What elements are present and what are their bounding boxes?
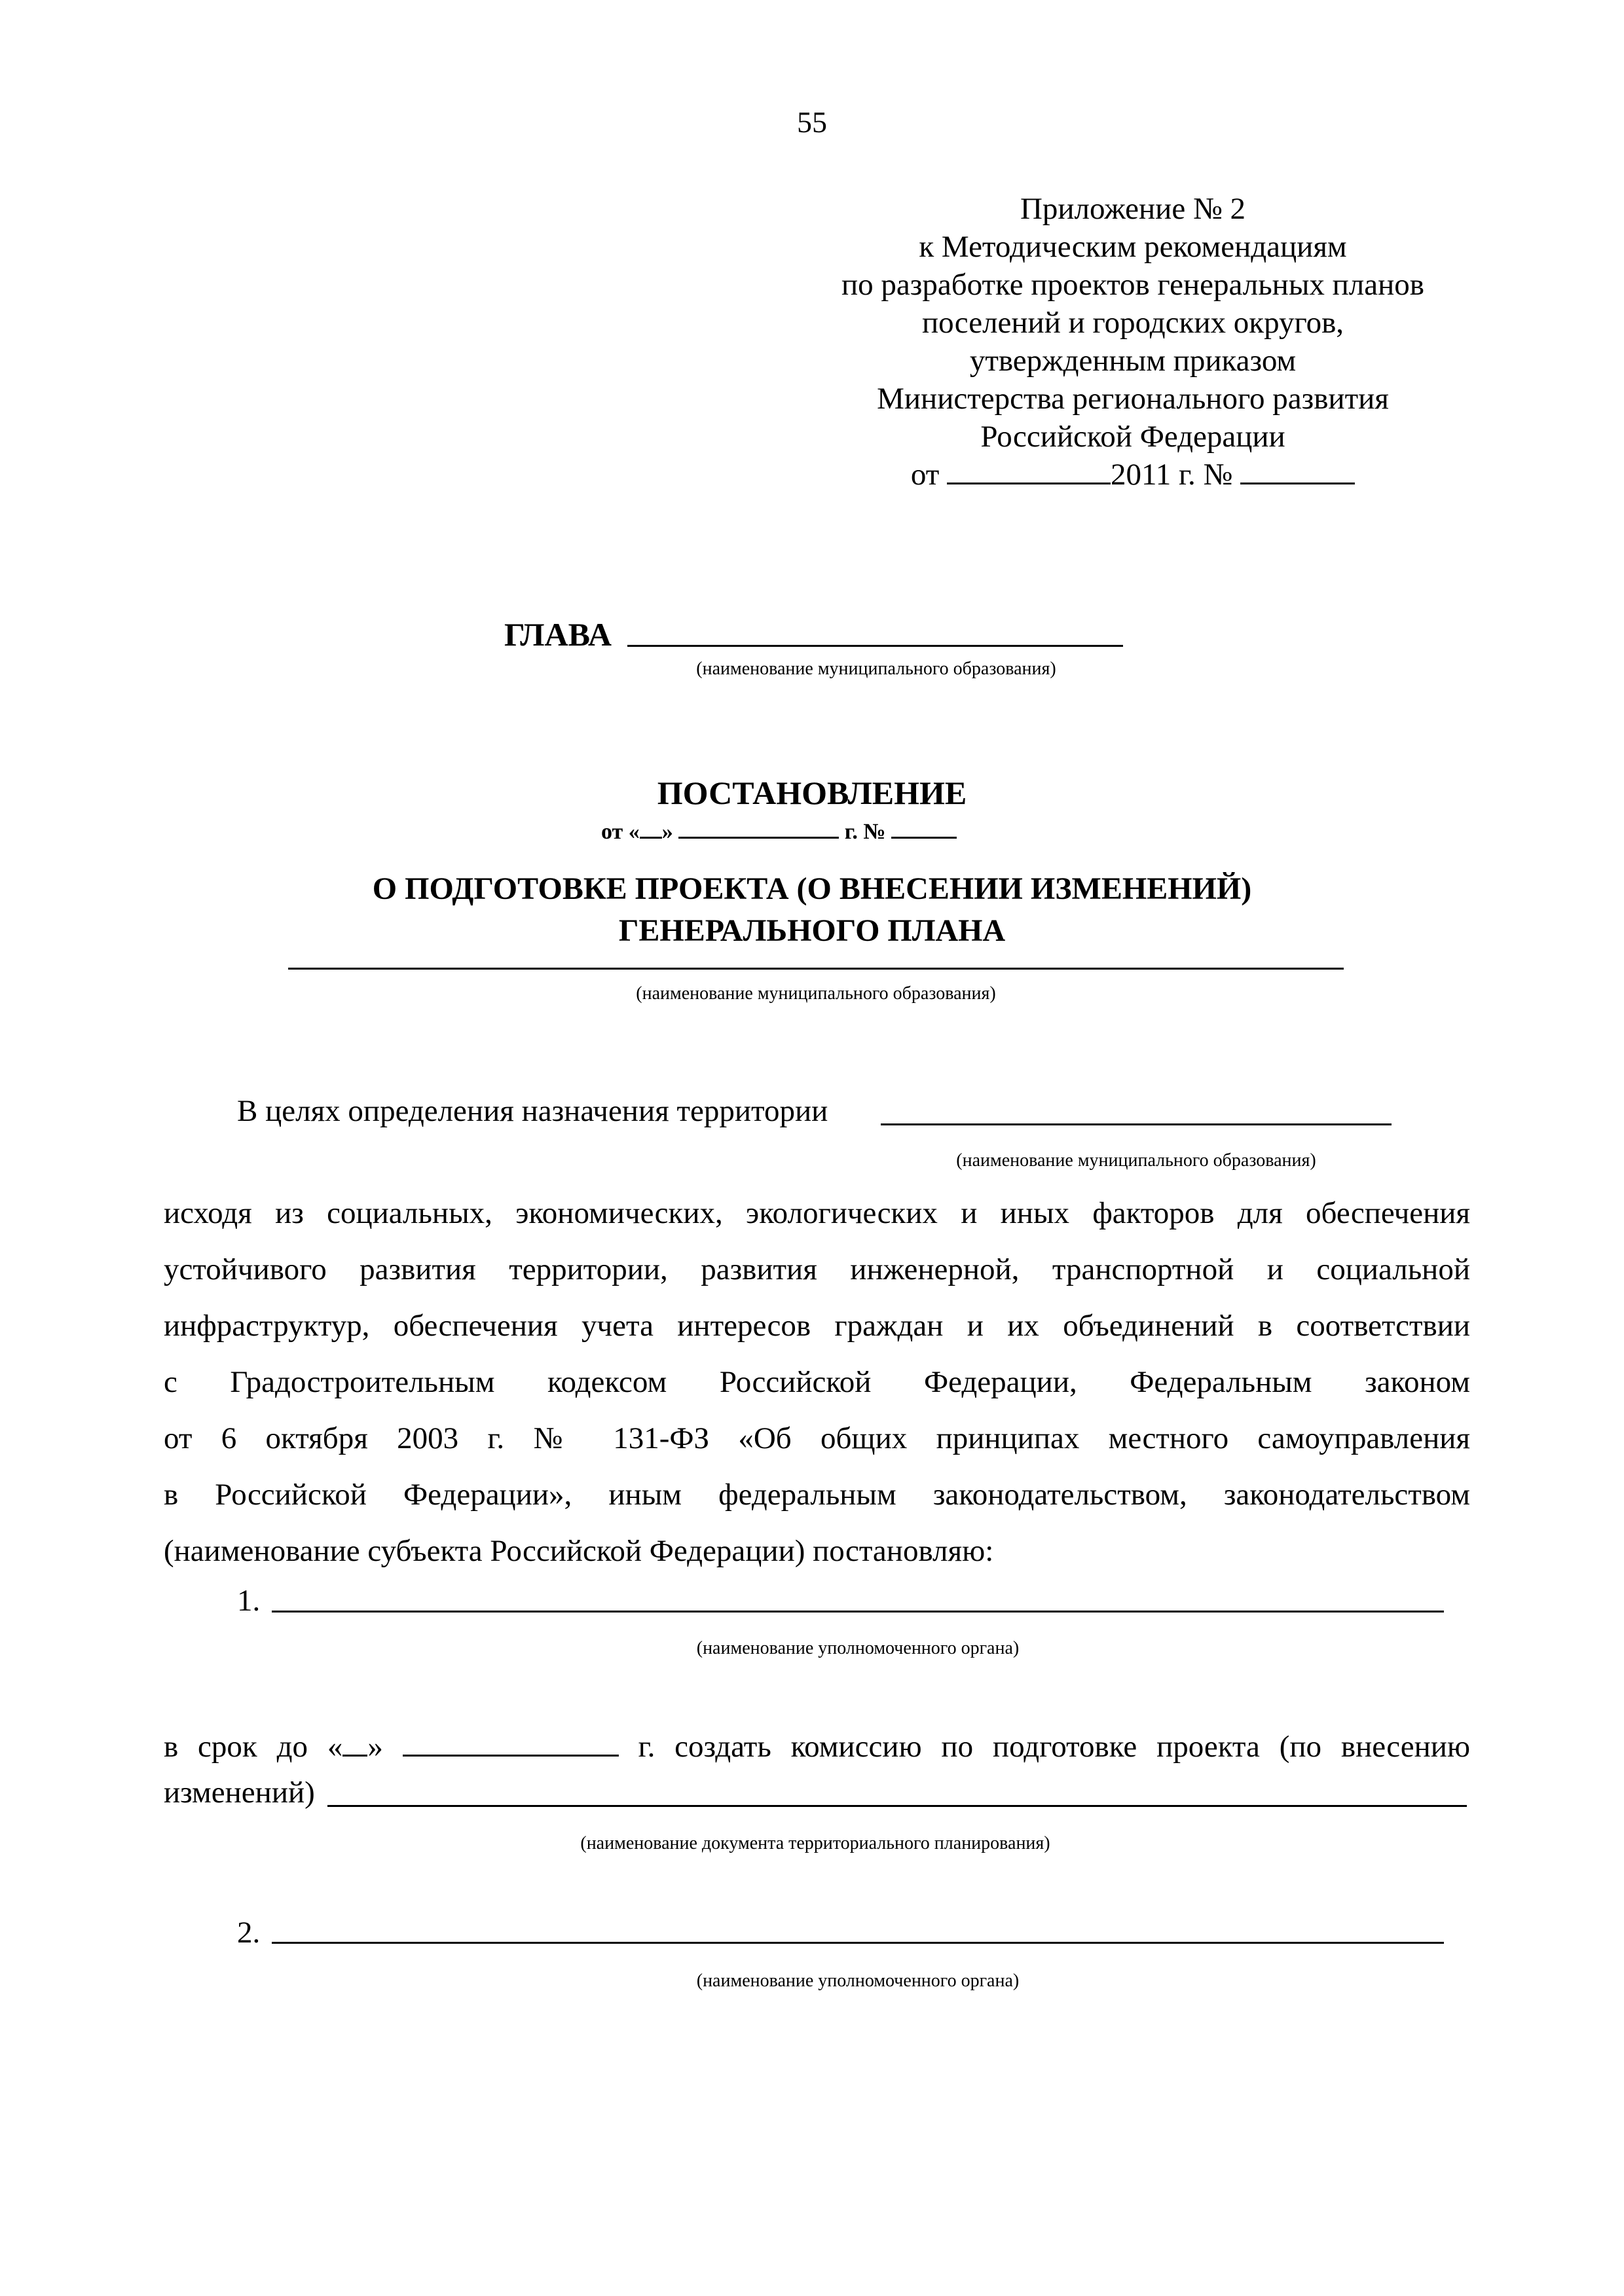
decree-date-mid: » [661, 820, 673, 844]
deadline-document-blank-line [327, 1805, 1467, 1807]
appendix-line: утвержденным приказом [969, 344, 1297, 378]
body-line: исходя из социальных, экономических, экологических и иных факторов для обеспечения [164, 1196, 1470, 1230]
body-line: инфраструктур, обеспечения учета интересов граждан и их объединений в соответствии [164, 1309, 1470, 1343]
deadline-rest: г. создать комиссию по подготовке проекта (по внесению [638, 1730, 1470, 1764]
appendix-date-line [740, 456, 1526, 494]
body-line: с Градостроительным кодексом Российской Федерации, Федеральным законом [164, 1365, 1470, 1399]
decree-title: ПОСТАНОВЛЕНИЕ [657, 774, 967, 811]
appendix-line: к Методическим рекомендациям [919, 230, 1347, 264]
body-line: устойчивого развития территории, развития инженерной, транспортной и социальной [164, 1252, 1470, 1286]
appendix-number-blank [1240, 456, 1355, 484]
decree-date-line [601, 818, 957, 845]
body-line: (наименование субъекта Российской Федерации) постановляю: [164, 1534, 994, 1568]
glava-caption: (наименование муниципального образования) [696, 659, 1056, 679]
deadline-mid: » [367, 1730, 383, 1764]
item-2-blank-line [272, 1942, 1444, 1944]
item-2-caption: (наименование уполномоченного органа) [696, 1971, 1020, 1991]
body-intro-blank-line [881, 1123, 1392, 1125]
appendix-date-blank [947, 456, 1111, 484]
subject-blank-line [288, 968, 1344, 970]
glava-blank-line [627, 645, 1123, 647]
appendix-line: Министерства регионального развития [877, 382, 1389, 416]
deadline-day-blank [342, 1728, 367, 1757]
decree-number-blank [891, 818, 957, 839]
decree-date-g: г. № [844, 820, 886, 844]
subject-line-1: О ПОДГОТОВКЕ ПРОЕКТА (О ВНЕСЕНИИ ИЗМЕНЕНИЙ) [372, 871, 1252, 906]
subject-line-2: ГЕНЕРАЛЬНОГО ПЛАНА [618, 913, 1006, 948]
item-1-number: 1. [237, 1584, 261, 1618]
body-paragraph [164, 1185, 1470, 1579]
glava-label: ГЛАВА [504, 616, 612, 653]
decree-date-prefix: от « [601, 820, 640, 844]
body-line: от 6 октября 2003 г. № 131-ФЗ «Об общих принципах местного самоуправления [164, 1421, 1470, 1455]
body-line: в Российской Федерации», иным федеральным законодательством, законодательством [164, 1478, 1470, 1512]
deadline-month-blank [403, 1728, 619, 1757]
item-2-number: 2. [237, 1916, 261, 1950]
appendix-line: по разработке проектов генеральных планов [841, 268, 1424, 302]
deadline-caption: (наименование документа территориального планирования) [580, 1833, 1050, 1853]
deadline-line-1 [164, 1717, 1470, 1763]
appendix-date-prefix: от [910, 458, 940, 492]
item-1-blank-line [272, 1611, 1444, 1613]
deadline-line-2 [164, 1763, 1470, 1809]
body-intro: В целях определения назначения территории [237, 1094, 828, 1128]
deadline-prefix: в срок до « [164, 1730, 343, 1764]
decree-day-blank [640, 818, 662, 839]
body-intro-caption: (наименование муниципального образования) [956, 1150, 1316, 1171]
item-1-caption: (наименование уполномоченного органа) [696, 1638, 1020, 1658]
page-number: 55 [797, 105, 827, 139]
appendix-line: поселений и городских округов, [921, 306, 1344, 340]
subject-caption: (наименование муниципального образования) [636, 983, 996, 1004]
deadline-paragraph [164, 1717, 1470, 1809]
deadline-line-2-text: изменений) [164, 1776, 315, 1810]
appendix-line: Российской Федерации [980, 420, 1285, 454]
decree-month-blank [678, 818, 839, 839]
appendix-line: Приложение № 2 [1020, 192, 1246, 226]
appendix-block [740, 190, 1526, 494]
appendix-date-year: 2011 г. № [1111, 458, 1233, 492]
